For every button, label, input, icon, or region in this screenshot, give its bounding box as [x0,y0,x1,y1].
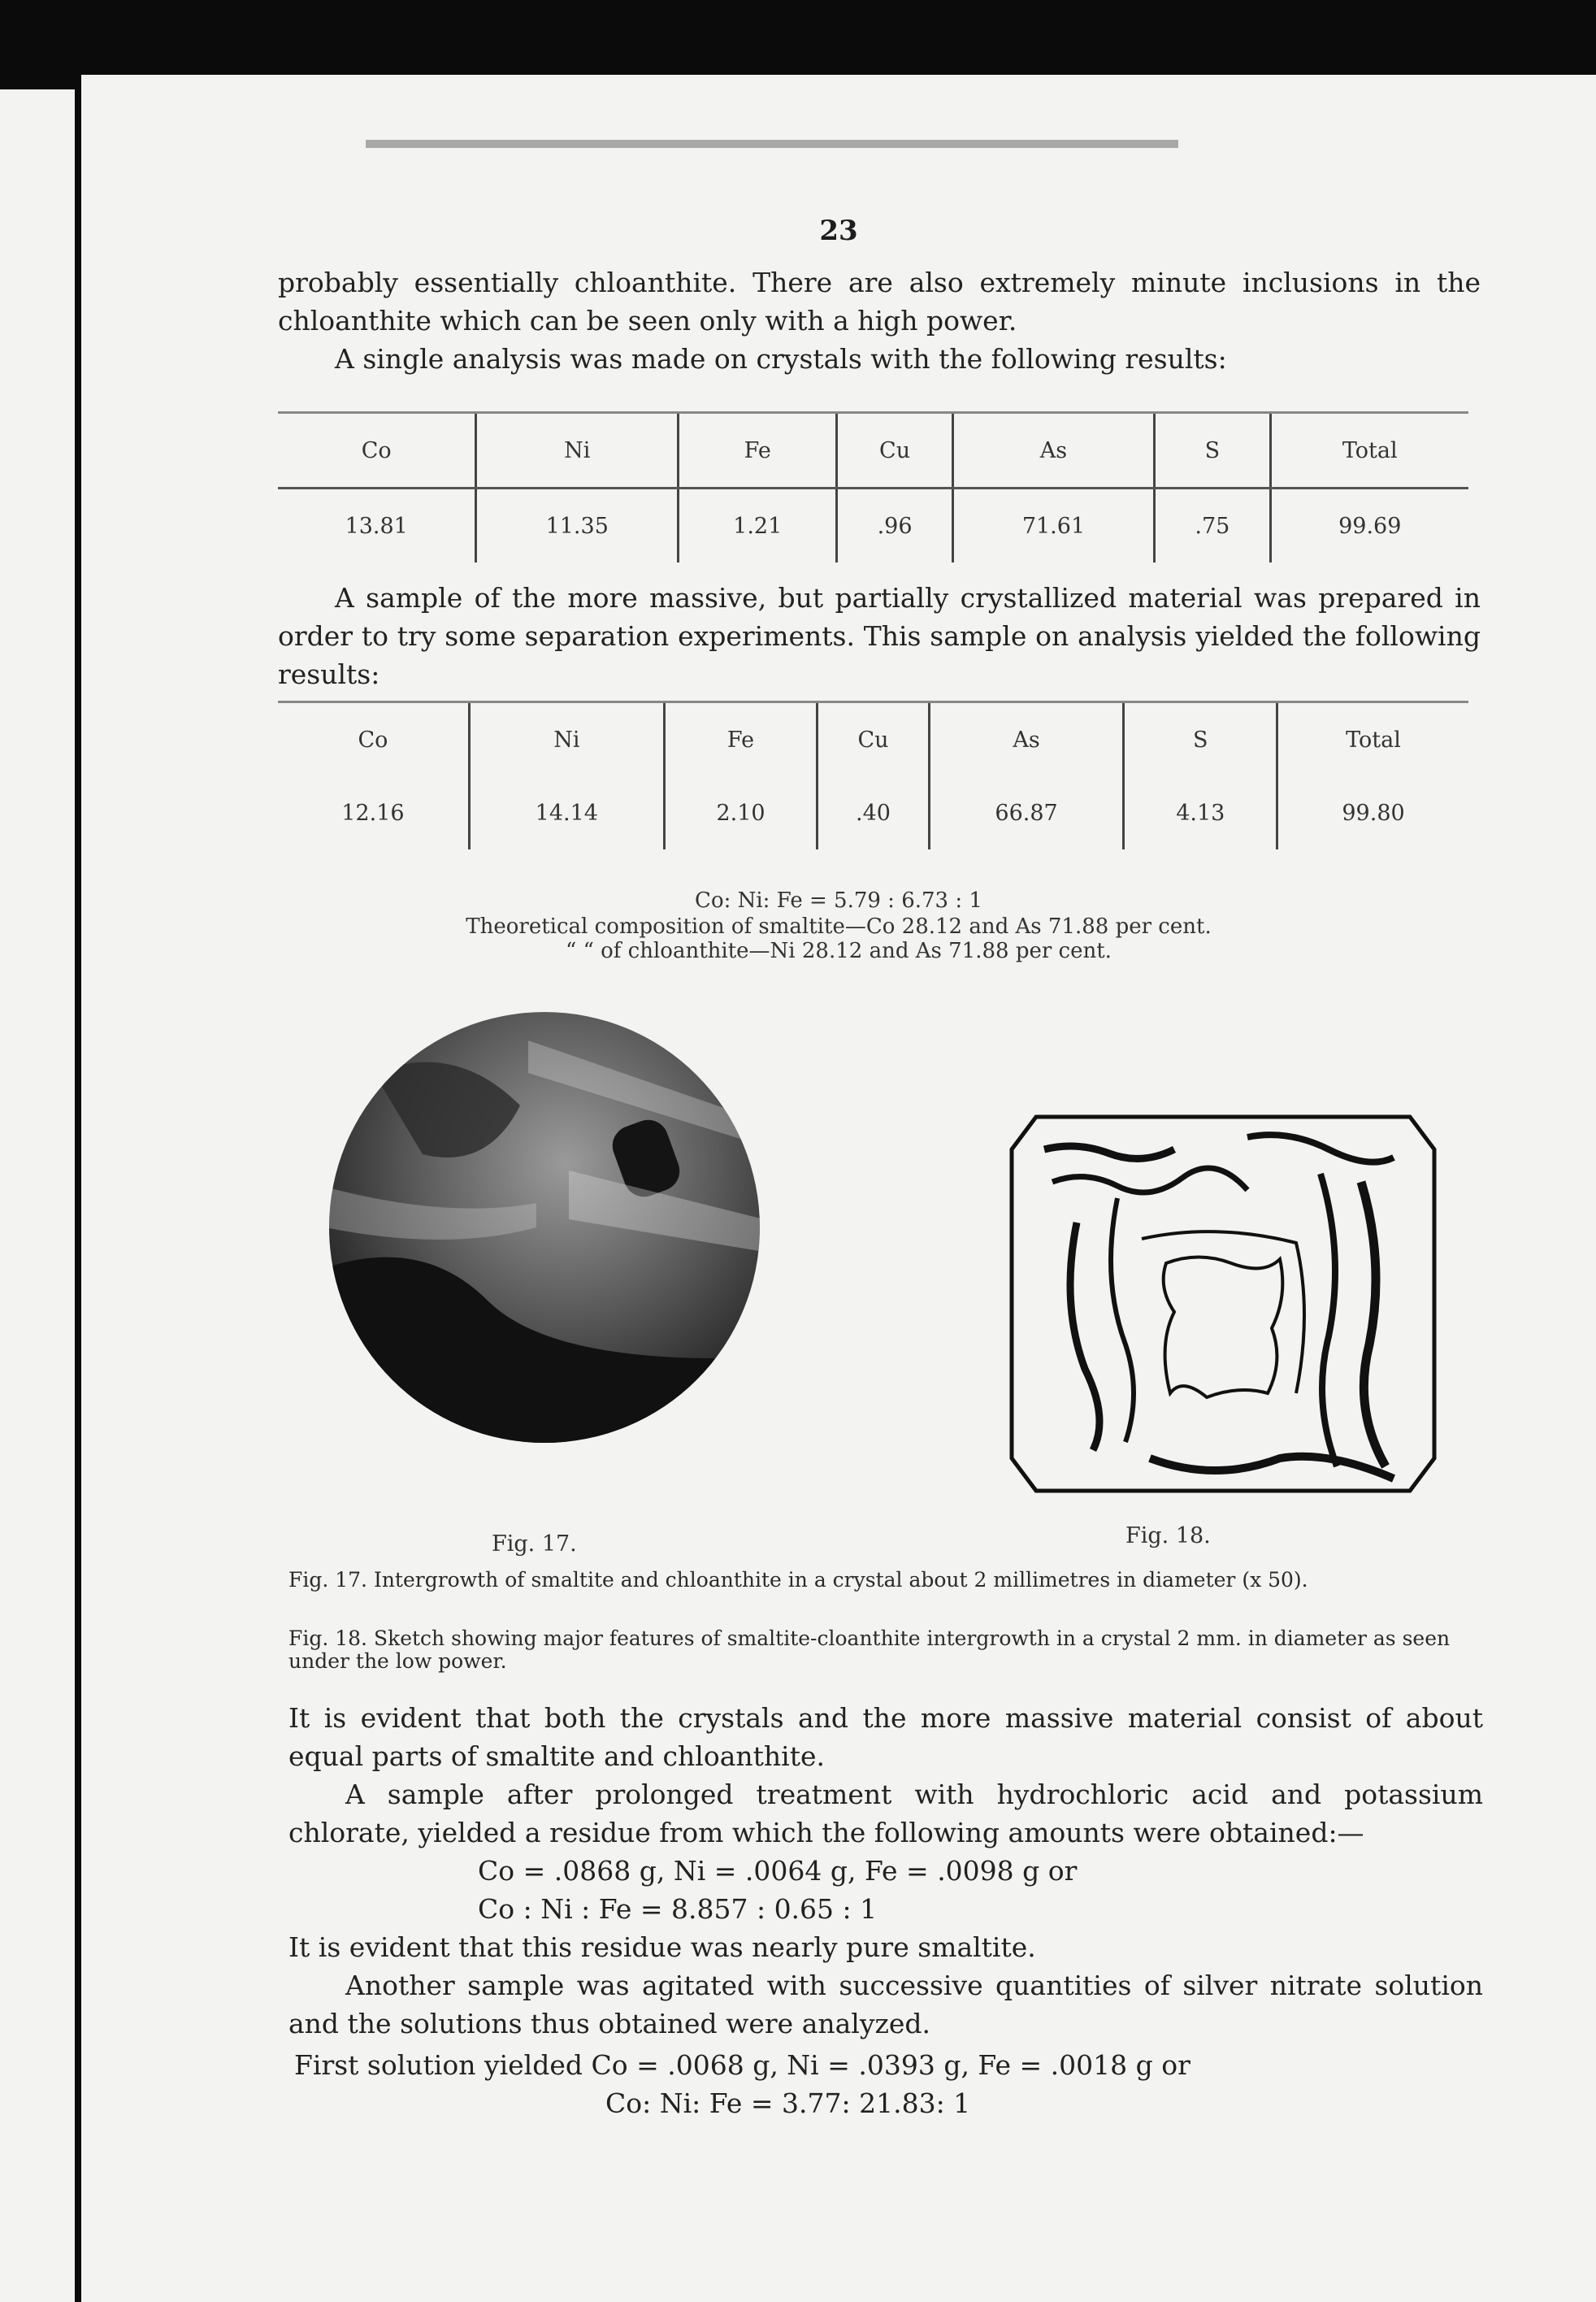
table-header-cell: Total [1270,413,1468,489]
table-row [278,489,1468,563]
table-header-cell: S [1155,413,1270,489]
equation-2: Co : Ni : Fe = 8.857 : 0.65 : 1 [478,1893,878,1925]
table-cell: 12.16 [341,800,405,826]
table-cell: 13.81 [345,513,408,539]
table-cell: 2.10 [664,776,818,849]
table-cell: 14.14 [469,776,664,849]
paragraph-2: A single analysis was made on crystals with the following results: [335,343,1227,375]
theory-line-2: “ “ of chloanthite—Ni 28.12 and As 71.88 per cent. [566,939,1112,963]
table-cell: .75 [1155,489,1270,563]
table-header-cell: Co [278,702,469,777]
table-header-cell: Fe [679,413,837,489]
figure-17-micrograph [325,1008,764,1447]
table-header-cell: As [929,702,1124,777]
table-cell: .96 [837,489,952,563]
table-cell: .40 [818,776,929,849]
table-cell: 99.80 [1277,776,1468,849]
table-cell: 1.21 [679,489,837,563]
paragraph-3: A sample of the more massive, but partially crystallized material was prepared in order to try some separation experiments. This sample on analysis yielded the following results: [278,582,1481,690]
table-cell: 4.13 [1124,776,1277,849]
figure-18-label: Fig. 18. [1125,1523,1211,1548]
table-header-row [278,702,1468,777]
table-header-cell: Ni [469,702,664,777]
figure-17-label: Fig. 17. [492,1531,577,1557]
table-header-cell: S [1124,702,1277,777]
paragraph-6: It is evident that this residue was nearly pure smaltite. [288,1931,1036,1963]
equation-4: Co: Ni: Fe = 3.77: 21.83: 1 [605,2087,971,2119]
table-cell: 66.87 [929,776,1124,849]
ratio-line: Co: Ni: Fe = 5.79 : 6.73 : 1 [695,888,982,913]
paragraph-4: It is evident that both the crystals and the more massive material consist of about equal parts of smaltite and chloanthite. [288,1702,1483,1772]
table-header-cell: Co [278,413,476,489]
table-header-row [278,413,1468,489]
table-row [278,776,1468,849]
page-number: 23 [819,215,858,247]
paragraph-5: A sample after prolonged treatment with hydrochloric acid and potassium chlorate, yielded a residue from which the following amounts were obtained:— [288,1779,1483,1848]
table-cell: 99.69 [1270,489,1468,563]
figure-18-sketch [1004,1101,1442,1507]
analysis-table-2 [278,701,1468,849]
equation-3: First solution yielded Co = .0068 g, Ni = .0393 g, Fe = .0018 g or [294,2049,1190,2081]
equation-1: Co = .0868 g, Ni = .0064 g, Fe = .0098 g or [478,1855,1078,1887]
figure-18-caption: Fig. 18. Sketch showing major features of smaltite-cloanthite intergrowth in a crystal 2 mm. in diameter as seen under the low power. [288,1627,1451,1673]
figure-17-caption: Fig. 17. Intergrowth of smaltite and chloanthite in a crystal about 2 millimetres in diameter (x 50). [288,1568,1308,1592]
table-header-cell: As [952,413,1155,489]
top-scan-line [366,140,1178,148]
table-header-cell: Cu [818,702,929,777]
table-header-cell: Fe [664,702,818,777]
document-page [81,75,1596,2302]
table-cell: 71.61 [952,489,1155,563]
table-header-cell: Ni [476,413,679,489]
analysis-table-1 [278,411,1468,562]
paragraph-1: probably essentially chloanthite. There are also extremely minute inclusions in the chloanthite which can be seen only with a high power. [278,267,1481,337]
paragraph-7: Another sample was agitated with successive quantities of silver nitrate solution and the solutions thus obtained were analyzed. [288,1970,1483,2039]
table-cell: 11.35 [476,489,679,563]
table-header-cell: Total [1277,702,1468,777]
theory-line-1: Theoretical composition of smaltite—Co 28.12 and As 71.88 per cent. [466,914,1212,939]
left-page-edge [0,89,75,2302]
table-header-cell: Cu [837,413,952,489]
